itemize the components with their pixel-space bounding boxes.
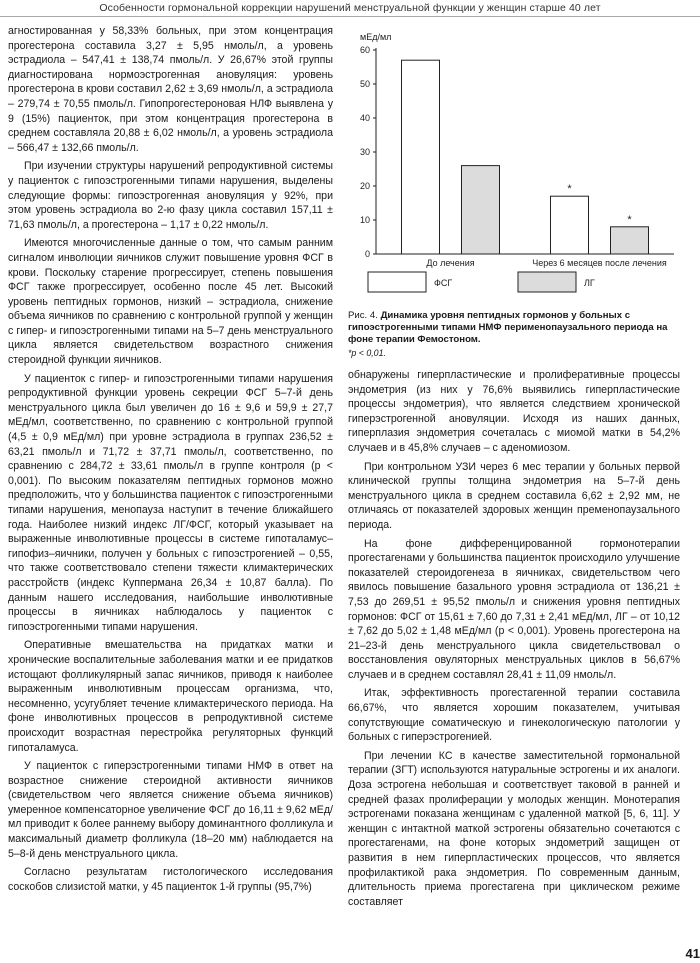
paragraph: При лечении КС в качестве заместительной гормональной терапии (ЗГТ) используются натуральные эстрогены и их аналоги. Доза эстрогена небольшая и соответствует таковой в ранней и средней фазах пролиферации у молодых женщин. Монотерапия эстрогенами показана женщинам с удаленной маткой [5, 6, 11]. У женщин с интактной маткой эстрогены обязательно сочетаются с прогестагенами, на фоне которых эндометрий защищен от развития в нем гиперпластических процессов, что является профилактикой рака эндометрия. По современным данным, длительность приема прогестагена при циклическом режиме составляет: [348, 749, 680, 908]
right-column: [348, 368, 680, 963]
running-head: Особенности гормональной коррекции нарушений менструальной функции у женщин старше 40 лет: [0, 0, 700, 17]
paragraph: обнаружены гиперпластические и пролиферативные процессы эндометрия (из них у 76,6% выявились гиперпластические процессы эндометрия), что является следствием хронической гиперэстрогенной ановуляции. Исходя из наших данных, гиперплазия эндометрия сочеталась с миомой матки в 54,2% случаев и в 45,8% случаев – с аденомиозом.: [348, 369, 680, 454]
legend-label: ФСГ: [434, 278, 453, 288]
paragraph: При изучении структуры нарушений репродуктивной системы у пациенток с гипоэстрогенными типами нарушения, выделены следующие формы: гипоэстрогенная ановуляция у 92%, при этом уровень эстрадиола во 2-ю фазу цикла составил 157,11 ± 71,63 пмоль/л, а прогестерона – 1,17 ± 0,22 нмоль/л.: [8, 160, 333, 231]
paragraph: Итак, эффективность прогестагенной терапии составила 66,67%, что является хорошим показателем, учитывая сопутствующие соматическую и гинекологическую патологии у больных с гиперэстрогенией.: [348, 687, 680, 744]
paragraph: На фоне дифференцированной гормонотерапии прогестагенами у большинства пациенток происходило улучшение показателей стероидогенеза в яичниках, свидетельством чего явилось повышение базального уровня эстрадиола от 136,21 ± 7,53 до 269,51 ± 95,52 пмоль/л и снижения уровня пептидных гормонов: ФСГ от 15,61 ± 7,60 до 7,31 ± 2,41 мЕд/мл, ЛГ – от 10,12 ± 7,62 до 5,02 ± 1,48 мЕд/мл (p < 0,001). Уровень прогестерона на 21–23-й день менструального цикла свидетельствовал о восстановления овуляторных менструальных циклов в 56,67% случаев и в среднем составлял 28,41 ± 11,09 нмоль/л.: [348, 537, 680, 681]
paragraph: Имеются многочисленные данные о том, что самым ранним сигналом инволюции яичников служит повышение уровня ФСГ в крови. Поскольку старение прогрессирует, степень повышения ФСГ также прогрессирует, особенно после 45 лет. Высокий уровень пептидных гормонов, низкий – эстрадиола, снижение объема яичников по сравнению с контрольной группой у женщин с гипер- и гипоэстрогенными типами на 5–7 день менструального цикла является свидетельством возрастного снижения стероидной функции яичников.: [8, 237, 333, 367]
y-axis-label: мЕд/мл: [360, 32, 392, 42]
y-tick-label: 30: [359, 147, 370, 157]
y-tick-label: 10: [359, 215, 370, 225]
caption-title: Динамика уровня пептидных гормонов у больных с гипоэстрогенными типами НМФ перименопаузального периода на фоне терапии Фемостоном.: [348, 310, 668, 345]
bar-ЛГ-1: [611, 227, 649, 254]
legend-swatch-ФСГ: [368, 272, 426, 292]
y-tick-label: 60: [359, 45, 370, 55]
bar-ЛГ-0: [462, 166, 500, 254]
y-tick-label: 20: [359, 181, 370, 191]
x-tick-label: Через 6 месяцев после лечения: [532, 258, 667, 268]
bar-ФСГ-0: [402, 60, 440, 254]
caption-footnote: *p < 0,01.: [348, 348, 386, 358]
figure-caption: [348, 310, 680, 359]
y-tick-label: 0: [364, 249, 370, 259]
paragraph: При контрольном УЗИ через 6 мес терапии у больных первой клинической группы толщина эндометрия на 5–7-й день менструального цикла в среднем составила 6,62 ± 2,92 мм, не отличаясь от показателей здоровых женщин пременопаузального периода.: [348, 460, 680, 531]
paragraph: Оперативные вмешательства на придатках матки и хронические воспалительные заболевания матки и ее придатков истощают фолликулярный запас яичников, приводя к наиболее выраженным инволютивным процессам организма, что, несомненно, усугубляет течение климактерического периода. На фоне инволютивных процессов в репродуктивной системе происходит возрастная перестройка регуляторных функций гипоталамуса.: [8, 639, 333, 754]
significance-mark: *: [567, 183, 572, 196]
y-tick-label: 50: [359, 79, 370, 89]
paragraph: У пациенток с гипер- и гипоэстрогенными типами нарушения репродуктивной функции уровень секреции ФСГ 5–7-й день менструального цикла был увеличен до 16 ± 9,6 и 59,9 ± 27,7 мЕд/мл, соответственно, по сравнению с контрольной группой (4,5 ± 0,9 мЕд/мл) при уровне эстрадиола в группах 236,52 ± 63,21 пмоль/л и 71,72 ± 37,71 пмоль/л, соответственно, по сравнению с 284,72 ± 33,61 пмоль/л в группе контроля (p < 0,001). По высоким показателям пептидных гормонов можно предположить, что у большинства пациенток с гипоэстрогенными типами нарушения, менопауза наступит в течение ближайшего года. Наиболее низкий индекс ЛГ/ФСГ, который указывает на выраженные инволютивные процессы в системе гипоталамус–гипофиз–яичники, получен у больных с гипоэстрогенией – 0,55, что также соответствовало степени тяжести климактерических расстройств (индекс Куппермана 26,34 ± 10,87 балла). По данным нашего исследования, наибольшие инволютивные процессы в яичниках наблюдалось у пациенток с гипоэстрогенными типами нарушения.: [8, 372, 333, 633]
paragraph: Согласно результатам гистологического исследования соскобов слизистой матки, у 45 пациенток 1-й группы (95,7%): [8, 866, 333, 893]
page-number: 41: [685, 946, 700, 961]
paragraph: агностированная у 58,33% больных, при этом концентрация прогестерона составила 3,27 ± 5,95 нмоль/л, а уровень эстрадиола – 547,41 ± 138,74 пмоль/л. У 26,67% этой группы диагностирована нормоэстрогенная ановуляция: уровень прогестерона в крови составил 2,62 ± 3,69 нмоль/л, а эстрадиола – 279,74 ± 70,55 пмоль/л. Гипопрогестероновая НЛФ выявлена у 9 (15%) пациенток, при этом концентрация прогестерона в среднем составляла 20,88 ± 6,02 нмоль/л, а уровень эстрадиола – 566,47 ± 132,66 пмоль/л.: [8, 25, 333, 154]
caption-label: Рис. 4.: [348, 310, 378, 321]
left-column: [8, 24, 333, 954]
legend-label: ЛГ: [584, 278, 595, 288]
y-tick-label: 40: [359, 113, 370, 123]
significance-mark: *: [627, 213, 632, 226]
paragraph: У пациенток с гиперэстрогенными типами НМФ в ответ на возрастное снижение стероидной активности яичников (свидетельством чего является снижение объема яичников) умеренное компенсаторное увеличение ФСГ до 16,11 ± 9,62 мЕд/мл приводит к более раннему выбору доминантного фолликула и максимальный диаметр фолликула (18–20 мм) наблюдается на 5–8-й день менструального цикла.: [8, 760, 333, 860]
legend-swatch-ЛГ: [518, 272, 576, 292]
x-tick-label: До лечения: [426, 258, 475, 268]
bar-ФСГ-1: [551, 196, 589, 254]
figure: [348, 24, 680, 364]
bar-chart: [348, 24, 680, 296]
